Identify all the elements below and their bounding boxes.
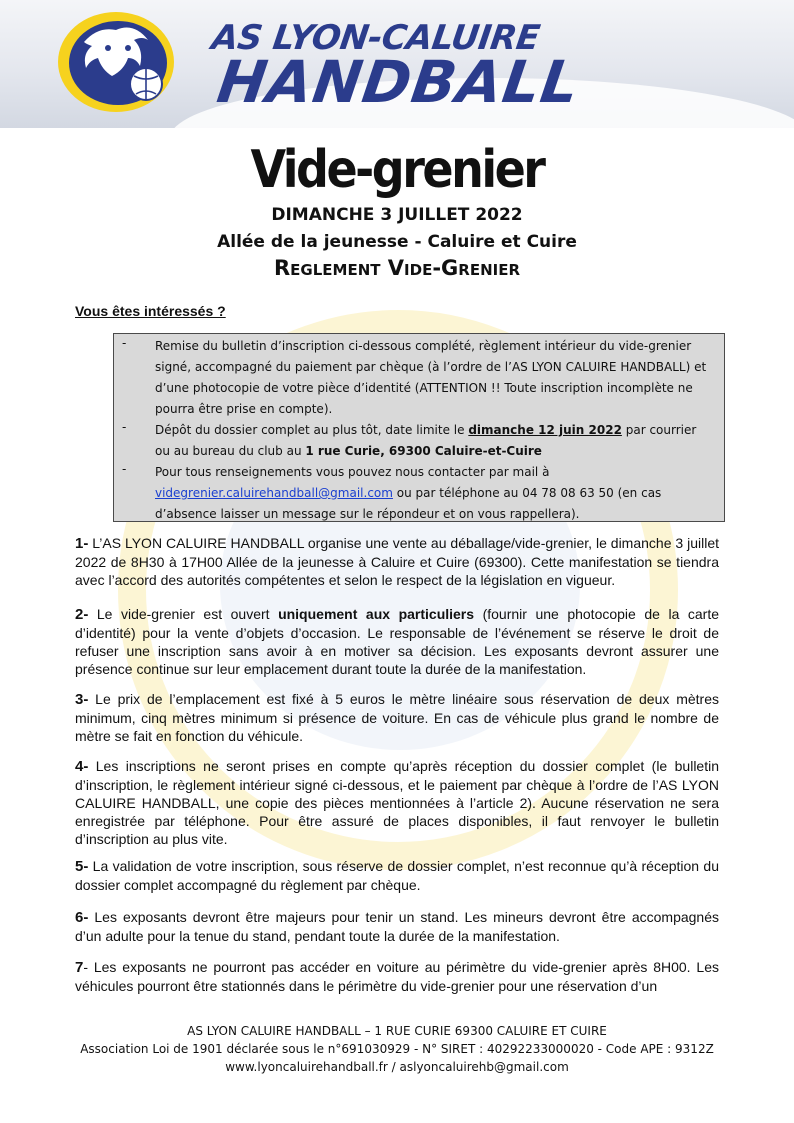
article-text: - Les exposants ne pourront pas accéder en voiture au périmètre du vide-grenier après 8H00. Les véhicules pourront être stationnés dans le périmètre du vide-grenier pour une réservation d’un	[75, 959, 719, 994]
article-4	[75, 757, 719, 848]
bullet-marker: -	[122, 462, 127, 476]
bullet-marker: -	[122, 420, 127, 434]
footer-legal: Association Loi de 1901 déclarée sous le n°691030929 - N° SIRET : 40292233000020 - Code APE : 9312Z	[80, 1042, 714, 1056]
section-heading: Vous êtes intéressés ?	[75, 303, 226, 319]
contact-intro: Pour tous renseignements vous pouvez nous contacter par mail à	[155, 465, 550, 479]
article-text: Le vide-grenier est ouvert	[88, 606, 279, 622]
event-date: DIMANCHE 3 JUILLET 2022	[271, 205, 523, 225]
footer-contact: www.lyoncaluirehandball.fr / aslyoncaluirehb@gmail.com	[225, 1060, 569, 1074]
article-text: La validation de votre inscription, sous réserve de dossier complet, n’est reconnue qu’à réception du dossier complet accompagné du règlement par chèque.	[75, 858, 719, 893]
bullet-text: Remise du bulletin d’inscription ci-dessous complété, règlement intérieur du vide-grenier signé, accompagné du paiement par chèque (à l’ordre de l’AS LYON CALUIRE HANDBALL) et d’une photocopie de votre pièce d’identité (ATTENTION !! Toute inscription incomplète ne pourra être prise en compte).	[155, 339, 707, 416]
article-number: 6-	[75, 909, 89, 926]
article-number: 5-	[75, 858, 89, 875]
article-text: L’AS LYON CALUIRE HANDBALL organise une vente au déballage/vide-grenier, le dimanche 3 juillet 2022 de 8H30 à 17H00 Allée de la jeunesse à Caluire et Cuire (69300). Cette manifestation se tiendra avec l’accord des autorités compétentes et selon le respect de la législation en vigueur.	[75, 535, 719, 588]
article-5	[75, 857, 719, 894]
article-6	[75, 908, 719, 945]
footer-address: AS LYON CALUIRE HANDBALL – 1 RUE CURIE 69300 CALUIRE ET CUIRE	[187, 1024, 607, 1038]
bullet-text	[155, 462, 715, 525]
article-number: 7	[75, 959, 84, 976]
club-sport: HANDBALL	[213, 48, 584, 116]
article-text: Les inscriptions ne seront prises en compte qu’après réception du dossier complet (le bulletin d’inscription, le règlement intérieur signé ci-dessous, et le paiement par chèque à l’ordre de l’AS LYON CALUIRE HANDBALL, une copie des pièces mentionnées à l’article 2). Aucune réservation ne sera enregistrée par téléphone. Pour être assuré de places disponibles, il faut renvoyer le bulletin d’inscription au plus vite.	[75, 758, 719, 847]
bullet-text	[155, 420, 715, 462]
article-number: 4-	[75, 758, 89, 775]
rules-title: Reglement Vide-Grenier	[273, 256, 521, 280]
article-1	[75, 534, 719, 589]
bullet-marker: -	[122, 336, 127, 350]
article-text-cont: (fournir une photocopie de la carte d’identité) pour la vente d’objets d’occasion. Le responsable de l’événement se réserve le droit de refuser une inscription sans avoir à en motiver sa décision. Les exposants devront assurer une présence continue sur leur emplacement durant toute la durée de la manifestation.	[75, 606, 719, 677]
article-number: 1-	[75, 535, 89, 552]
article-emphasis: uniquement aux particuliers	[278, 606, 475, 622]
article-text: Les exposants devront être majeurs pour tenir un stand. Les mineurs devront être accompagnés d’un adulte pour la tenue du stand, pendant toute la durée de la manifestation.	[75, 909, 719, 944]
article-2	[75, 605, 719, 678]
club-name: AS LYON-CALUIRE	[209, 18, 542, 58]
deadline-intro: Dépôt du dossier complet au plus tôt, date limite le	[155, 423, 469, 437]
deadline-middle: par courrier ou au bureau du club au	[155, 423, 697, 458]
club-address: 1 rue Curie, 69300 Caluire-et-Cuire	[305, 444, 542, 458]
article-number: 3-	[75, 691, 89, 708]
event-location: Allée de la jeunesse - Caluire et Cuire	[217, 232, 577, 252]
contact-phone-text: ou par téléphone au 04 78 08 63 50 (en cas d’absence laisser un message sur le répondeur et on vous rappellera).	[155, 486, 662, 521]
article-7	[75, 958, 719, 995]
deadline-date: dimanche 12 juin 2022	[468, 423, 622, 437]
article-3	[75, 690, 719, 745]
contact-email-link[interactable]: videgrenier.caluirehandball@gmail.com	[155, 486, 393, 500]
event-title: Vide-grenier	[250, 138, 544, 200]
article-text: Le prix de l’emplacement est fixé à 5 euros le mètre linéaire sous réservation de deux mètres minimum, cinq mètres minimum si présence de voiture. En cas de véhicule plus grand le nombre de mètre se fait en fonction du véhicule.	[75, 691, 719, 744]
info-box	[113, 333, 725, 522]
article-number: 2-	[75, 606, 89, 623]
lion-handball-logo-icon	[54, 6, 184, 116]
